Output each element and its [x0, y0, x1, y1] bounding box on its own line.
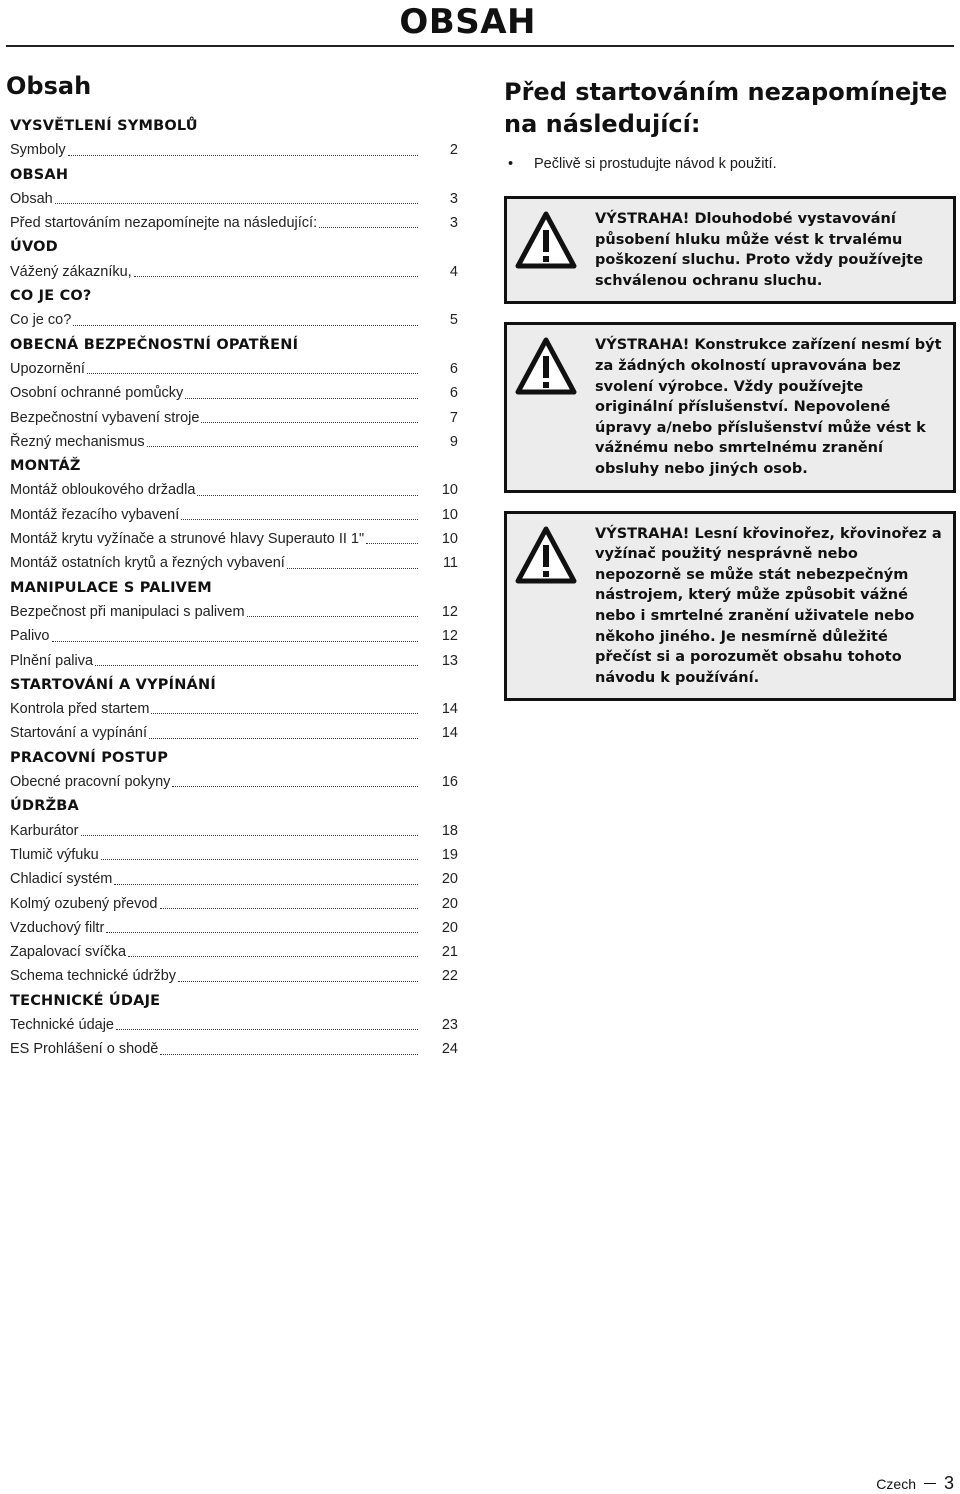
toc-section-heading: VYSVĚTLENÍ SYMBOLŮ — [10, 118, 198, 134]
footer-language: Czech — [876, 1476, 916, 1492]
footer-dash — [924, 1483, 936, 1484]
toc-dot-leader — [285, 551, 420, 575]
toc-dot-leader — [104, 916, 420, 940]
toc-entry-label: Startování a vypínání — [10, 725, 148, 742]
toc-entry-label: Plnění paliva — [10, 652, 94, 669]
toc-dot-leader — [114, 1013, 420, 1037]
toc-section — [6, 163, 458, 236]
toc-entry-page: 3 — [449, 190, 458, 207]
toc-entry-page: 7 — [449, 409, 458, 426]
toc-entry-page: 23 — [441, 1016, 458, 1033]
toc-section — [6, 454, 458, 575]
toc-section — [6, 746, 458, 795]
toc-entry-page: 18 — [441, 822, 458, 839]
toc-dot-leader — [149, 697, 420, 721]
toc-entry[interactable] — [6, 503, 458, 527]
toc-section-heading: ÚVOD — [10, 239, 58, 256]
toc-entry-page: 11 — [442, 555, 458, 572]
toc-entry-label: Symboly — [10, 142, 66, 159]
toc-entry-page: 22 — [441, 968, 458, 985]
toc-entry-label: Vážený zákazníku, — [10, 263, 132, 280]
toc-entry-label: Před startováním nezapomínejte na následující: — [10, 215, 318, 232]
toc-entry-page: 13 — [441, 652, 458, 669]
toc-dot-leader — [183, 381, 420, 405]
toc-dot-leader — [195, 478, 420, 502]
bullet-icon: • — [508, 156, 514, 172]
toc-section — [6, 114, 458, 163]
toc-entry-page: 6 — [449, 360, 458, 377]
toc-section-heading: MONTÁŽ — [10, 458, 81, 475]
toc-entry-page: 12 — [441, 603, 458, 620]
toc-entry-page: 24 — [441, 1041, 458, 1058]
page-header-title: OBSAH — [399, 2, 536, 42]
toc-entry[interactable] — [6, 308, 458, 332]
toc-section-heading: STARTOVÁNÍ A VYPÍNÁNÍ — [10, 676, 216, 693]
toc-entry[interactable] — [6, 260, 458, 284]
toc-entry[interactable] — [6, 940, 458, 964]
toc-entry[interactable] — [6, 211, 458, 235]
toc-entry-label: Obsah — [10, 190, 53, 207]
toc-section — [6, 235, 458, 284]
toc-dot-leader — [179, 503, 420, 527]
toc-entry-page: 20 — [441, 895, 458, 912]
toc-entry[interactable] — [6, 357, 458, 381]
toc-dot-leader — [158, 892, 421, 916]
toc-entry-label: Tlumič výfuku — [10, 846, 99, 863]
toc-entry-label: Schema technické údržby — [10, 968, 177, 985]
warning-text: VÝSTRAHA! Dlouhodobé vystavování působení hluku může vést k trvalému poškození sluchu. Proto vždy používejte schválenou ochranu sluchu. — [595, 211, 924, 289]
toc-entry-page: 20 — [441, 871, 458, 888]
toc-entry-label: Co je co? — [10, 312, 72, 329]
toc-entry-label: ES Prohlášení o shodě — [10, 1041, 159, 1058]
toc-entry[interactable] — [6, 600, 458, 624]
toc-entry[interactable] — [6, 697, 458, 721]
toc-entry[interactable] — [6, 819, 458, 843]
toc-entry-label: Karburátor — [10, 822, 79, 839]
before-start-column — [504, 72, 956, 719]
toc-dot-leader — [364, 527, 420, 551]
toc-entry[interactable] — [6, 381, 458, 405]
toc-entry-page: 21 — [441, 944, 458, 961]
toc-entry-page: 20 — [441, 919, 458, 936]
toc-entry[interactable] — [6, 1013, 458, 1037]
toc-entry[interactable] — [6, 770, 458, 794]
toc-entry[interactable] — [6, 964, 458, 988]
toc-entry-label: Vzduchový filtr — [10, 919, 105, 936]
toc-dot-leader — [158, 1037, 420, 1061]
toc-entry-page: 19 — [441, 846, 458, 863]
toc-entry-page: 10 — [441, 482, 458, 499]
toc-entry[interactable] — [6, 892, 458, 916]
toc-dot-leader — [66, 138, 420, 162]
toc-entry[interactable] — [6, 138, 458, 162]
toc-dot-leader — [99, 843, 420, 867]
toc-dot-leader — [245, 600, 420, 624]
toc-entry-page: 9 — [449, 433, 458, 450]
toc-dot-leader — [53, 187, 420, 211]
toc-entry-page: 2 — [449, 142, 458, 159]
toc-section — [6, 794, 458, 988]
toc-dot-leader — [317, 211, 420, 235]
toc-entry-label: Zapalovací svíčka — [10, 944, 127, 961]
toc-dot-leader — [145, 430, 420, 454]
warning-box-modification — [504, 322, 956, 492]
toc-entry[interactable] — [6, 843, 458, 867]
toc-entry[interactable] — [6, 867, 458, 891]
footer-page-number: 3 — [943, 1473, 954, 1493]
toc-entry-page: 14 — [441, 725, 458, 742]
toc-dot-leader — [93, 649, 420, 673]
toc-entry-label: Montáž krytu vyžínače a strunové hlavy Superauto II 1" — [10, 531, 365, 548]
toc-entry-page: 12 — [441, 628, 458, 645]
toc-section-heading: OBECNÁ BEZPEČNOSTNÍ OPATŘENÍ — [10, 336, 299, 353]
warning-box-noise — [504, 196, 956, 304]
toc-entry-label: Bezpečnost při manipulaci s palivem — [10, 603, 245, 620]
toc-entry[interactable] — [6, 551, 458, 575]
toc-dot-leader — [147, 721, 420, 745]
toc-entry-label: Osobní ochranné pomůcky — [10, 385, 184, 402]
toc-entry[interactable] — [6, 406, 458, 430]
warning-box-tool — [504, 511, 956, 702]
toc-section-heading: CO JE CO? — [10, 288, 92, 305]
toc-entry[interactable] — [6, 478, 458, 502]
toc-section — [6, 576, 458, 673]
toc-entry[interactable] — [6, 916, 458, 940]
toc-section-heading: PRACOVNÍ POSTUP — [10, 749, 169, 766]
toc-entry-page: 10 — [441, 506, 458, 523]
toc-entry-page: 16 — [441, 774, 458, 791]
toc-title: Obsah — [6, 72, 92, 100]
toc-entry-page: 6 — [449, 385, 458, 402]
warning-triangle-icon — [515, 209, 595, 291]
toc-entry-label: Montáž ostatních krytů a řezných vybavení — [10, 555, 285, 572]
toc-dot-leader — [112, 867, 420, 891]
toc-entry-label: Chladicí systém — [10, 871, 113, 888]
toc-entry-page: 5 — [449, 312, 458, 329]
toc-dot-leader — [71, 308, 420, 332]
toc-section — [6, 284, 458, 333]
before-start-title: Před startováním nezapomínejte na následující: — [504, 78, 948, 138]
toc-entry[interactable] — [6, 624, 458, 648]
toc-entry-label: Upozornění — [10, 360, 85, 377]
toc-column — [6, 72, 458, 1062]
toc-entry-page: 14 — [441, 701, 458, 718]
toc-dot-leader — [79, 819, 420, 843]
bullet-item — [504, 156, 956, 172]
warning-triangle-icon — [515, 335, 595, 479]
toc-list — [6, 114, 458, 1062]
toc-entry-label: Kolmý ozubený převod — [10, 895, 158, 912]
toc-dot-leader — [176, 964, 420, 988]
toc-entry[interactable] — [6, 1037, 458, 1061]
toc-entry-label: Obecné pracovní pokyny — [10, 774, 171, 791]
warning-text: VÝSTRAHA! Lesní křovinořez, křovinořez a vyžínač použitý nesprávně nebo nepozorně se může stát nebezpečným nástrojem, který může způsobit vážné nebo i smrtelné zranění uživatele nebo někoho jiného. Je nesmírně důležité přečíst si a porozumět obsahu tohoto návodu k používání. — [595, 525, 942, 686]
toc-entry-label: Bezpečnostní vybavení stroje — [10, 409, 200, 426]
warning-triangle-icon — [515, 524, 595, 689]
toc-dot-leader — [50, 624, 421, 648]
toc-entry-label: Řezný mechanismus — [10, 433, 145, 450]
toc-entry-label: Kontrola před startem — [10, 701, 150, 718]
toc-section — [6, 673, 458, 746]
toc-section — [6, 989, 458, 1062]
toc-entry[interactable] — [6, 430, 458, 454]
toc-dot-leader — [126, 940, 420, 964]
toc-section-heading: OBSAH — [10, 166, 69, 183]
toc-entry-label: Montáž řezacího vybavení — [10, 506, 180, 523]
toc-entry[interactable] — [6, 721, 458, 745]
toc-section — [6, 333, 458, 454]
toc-entry[interactable] — [6, 527, 458, 551]
toc-section-heading: MANIPULACE S PALIVEM — [10, 579, 212, 596]
toc-section-heading: TECHNICKÉ ÚDAJE — [10, 992, 161, 1009]
toc-entry-label: Palivo — [10, 628, 50, 645]
toc-dot-leader — [199, 406, 420, 430]
bullet-text: Pečlivě si prostudujte návod k použití. — [534, 156, 777, 172]
toc-entry[interactable] — [6, 649, 458, 673]
toc-entry-page: 4 — [449, 263, 458, 280]
header-divider — [6, 45, 954, 47]
toc-entry-page: 3 — [449, 215, 458, 232]
toc-entry-page: 10 — [441, 531, 458, 548]
toc-dot-leader — [85, 357, 420, 381]
toc-dot-leader — [170, 770, 420, 794]
toc-entry-label: Montáž obloukového držadla — [10, 482, 196, 499]
page-footer — [876, 1473, 954, 1494]
warning-text: VÝSTRAHA! Konstrukce zařízení nesmí být za žádných okolností upravována bez svolení výrobce. Vždy používejte originální příslušenství. Nepovolené úpravy a/nebo příslušenství může vést k vážnému nebo smrtelnému zranění obsluhy nebo jiných osob. — [595, 337, 942, 477]
toc-entry[interactable] — [6, 187, 458, 211]
toc-dot-leader — [132, 260, 420, 284]
toc-entry-label: Technické údaje — [10, 1016, 114, 1033]
toc-section-heading: ÚDRŽBA — [10, 798, 79, 815]
